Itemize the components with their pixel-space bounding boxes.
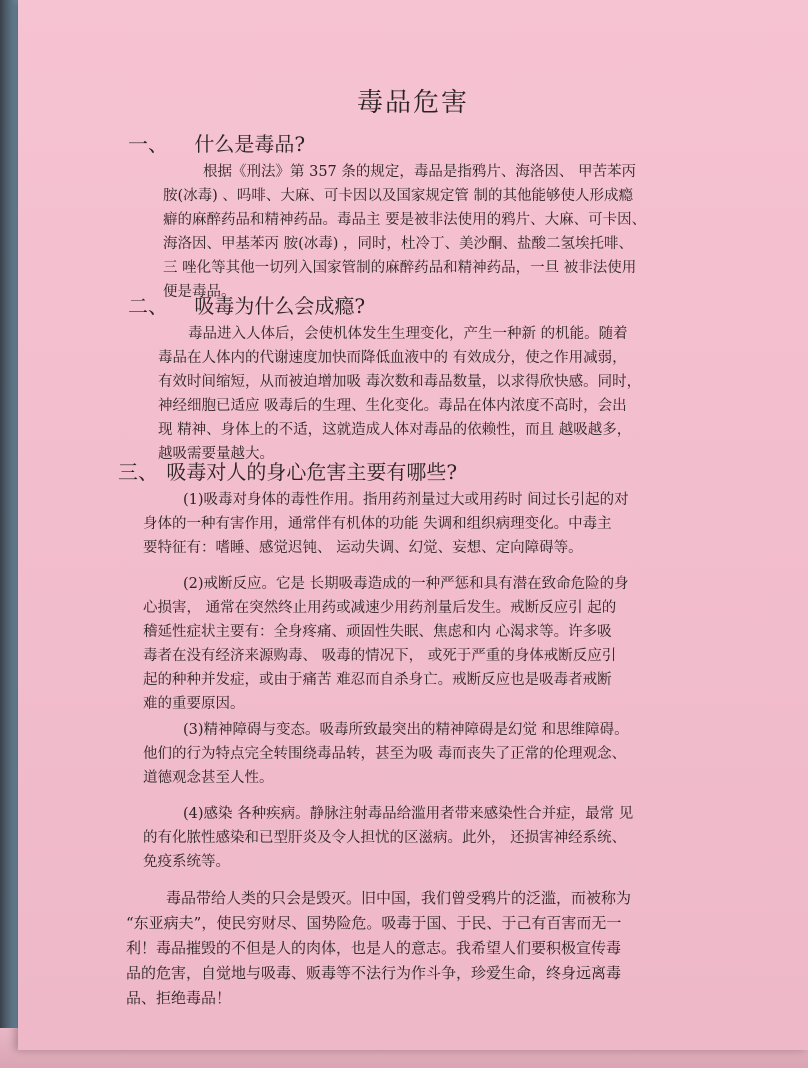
item-3-paragraph xyxy=(143,718,753,790)
section-2-number: 二、 xyxy=(128,294,168,318)
paragraph-line: “东亚病夫”，使民穷财尽、国势险危。吸毒于国、于民、于己有百害而无一 xyxy=(126,914,622,932)
paragraph-line: 毒品带给人类的只会是毁灭。旧中国，我们曾受鸦片的泛滥，而被称为 xyxy=(166,889,632,907)
paragraph-line: 癖的麻醉药品和精神药品。毒品主 要是被非法使用的鸦片、大麻、可卡因、 xyxy=(163,212,647,228)
paragraph-line: 三 唑化等其他一切列入国家管制的麻醉药品和精神药品，一旦 被非法使用 xyxy=(163,260,637,276)
section-1-number: 一、 xyxy=(128,132,168,156)
paragraph-line: 毒者在没有经济来源购毒、 吸毒的情况下， 或死于严重的身体戒断反应引 xyxy=(143,648,617,664)
item-4-paragraph xyxy=(143,802,753,874)
paragraph-line: 胺(冰毒) 、吗啡、大麻、可卡因以及国家规定管 制的其他能够使人形成瘾 xyxy=(163,188,634,204)
paragraph-line: 根据《刑法》第 357 条的规定，毒品是指鸦片、海洛因、 甲苦苯丙 xyxy=(203,164,637,180)
paragraph-line: 身体的一种有害作用，通常伴有机体的功能 失调和组织病理变化。中毒主 xyxy=(143,516,612,532)
section-3-title: 吸毒对人的身心危害主要有哪些? xyxy=(166,460,458,484)
closing-paragraph xyxy=(126,886,756,1011)
section-2-paragraph xyxy=(158,322,758,466)
paragraph-line: (1)吸毒对身体的毒性作用。指用药剂量过大或用药时 间过长引起的对 xyxy=(183,492,629,508)
paragraph-line: 品的危害，自觉地与吸毒、贩毒等不法行为作斗争，珍爱生命，终身远离毒 xyxy=(126,964,622,982)
paragraph-line: 起的种种并发症，或由于痛苦 难忍而自杀身亡。戒断反应也是吸毒者戒断 xyxy=(143,672,612,688)
section-1-paragraph xyxy=(163,160,763,304)
section-2-title: 吸毒为什么会成瘾? xyxy=(194,294,366,318)
paragraph-line: 毒品进入人体后，会使机体发生生理变化，产生一种新 的机能。随着 xyxy=(188,326,628,342)
section-3-number: 三、 xyxy=(118,460,158,484)
item-2-paragraph xyxy=(143,572,753,716)
paragraph-line: 道德观念甚至人性。 xyxy=(143,770,274,786)
paragraph-line: 有效时间缩短，从而被迫增加吸 毒次数和毒品数量，以求得欣快感。同时， xyxy=(158,374,642,390)
paragraph-line: 免疫系统等。 xyxy=(143,854,230,870)
section-1-title: 什么是毒品? xyxy=(194,132,306,156)
paragraph-line: 难的重要原因。 xyxy=(143,696,245,712)
paragraph-line: 便是毒品。 xyxy=(163,284,236,300)
paragraph-line: 要特征有：嗜睡、感觉迟钝、 运动失调、幻觉、妄想、定向障碍等。 xyxy=(143,540,583,556)
paragraph-line: 利！毒品摧毁的不但是人的肉体，也是人的意志。我希望人们要积极宣传毒 xyxy=(126,939,622,957)
section-1-heading xyxy=(128,128,305,157)
paragraph-line: (3)精神障碍与变态。吸毒所致最突出的精神障碍是幻觉 和思维障碍。 xyxy=(183,722,629,738)
section-3-heading xyxy=(118,456,457,485)
paragraph-line: 的有化脓性感染和已型肝炎及令人担忧的区滋病。此外， 还损害神经系统、 xyxy=(143,830,627,846)
paragraph-line: (4)感染 各种疾病。静脉注射毒品给滥用者带来感染性合并症，最常 见 xyxy=(183,806,634,822)
paragraph-line: 他们的行为特点完全转围绕毒品转，甚至为吸 毒而丧失了正常的伦理观念、 xyxy=(143,746,627,762)
paragraph-line: 越吸需要量越大。 xyxy=(158,446,274,462)
paragraph-line: 海洛因、甲基苯丙 胺(冰毒) ，同时，杜冷丁、美沙酮、盐酸二氢埃托啡、 xyxy=(163,236,634,252)
document-title: 毒品危害 xyxy=(356,88,469,118)
paragraph-line: (2)戒断反应。它是 长期吸毒造成的一种严惩和具有潜在致命危险的身 xyxy=(183,576,629,592)
paper-sheet xyxy=(18,0,808,1050)
paragraph-line: 心损害， 通常在突然终止用药或减速少用药剂量后发生。戒断反应引 起的 xyxy=(143,600,617,616)
item-1-paragraph xyxy=(143,488,753,560)
paragraph-line: 品、拒绝毒品！ xyxy=(126,989,232,1007)
paragraph-line: 现 精神、身体上的不适，这就造成人体对毒品的依赖性，而且 越吸越多， xyxy=(158,422,632,438)
paragraph-line: 毒品在人体内的代谢速度加快而降低血液中的 有效成分，使之作用减弱， xyxy=(158,350,627,366)
paragraph-line: 神经细胞已适应 吸毒后的生理、生化变化。毒品在体内浓度不高时，会出 xyxy=(158,398,627,414)
section-2-heading xyxy=(128,290,365,319)
paragraph-line: 稽延性症状主要有：全身疼痛、顽固性失眠、焦虑和内 心渴求等。许多吸 xyxy=(143,624,612,640)
